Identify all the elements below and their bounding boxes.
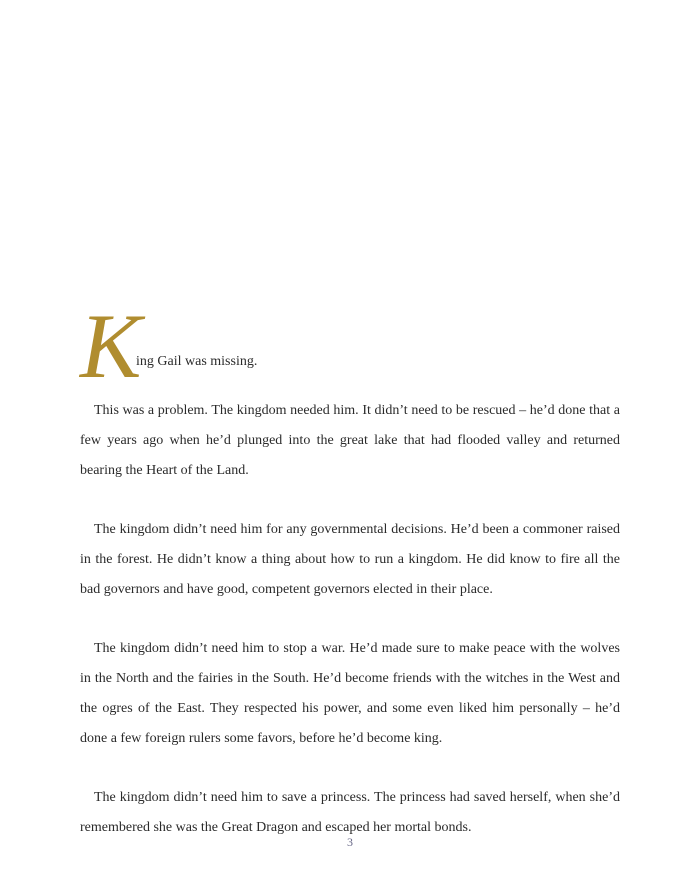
paragraph: The kingdom didn’t need him to save a princess. The princess had saved herself, when she’d remembered she was the Great Dragon and escaped her mortal bonds. <box>80 790 620 835</box>
paragraph: This was a problem. The kingdom needed him. It didn’t need to be rescued – he’d done that a few years ago when he’d plunged into the great lake that had flooded valley and returned bearing the Heart of the Land. <box>80 403 620 478</box>
drop-cap: K <box>80 295 138 397</box>
paragraph: The kingdom didn’t need him for any governmental decisions. He’d been a commoner raised in the forest. He didn’t know a thing about how to run a kingdom. He did know to fire all the bad governors and have good, competent governors elected in their place. <box>80 522 620 597</box>
body-text <box>80 396 620 872</box>
chapter-opening <box>80 295 640 397</box>
opening-sentence: ing Gail was missing. <box>136 354 258 369</box>
paragraph: The kingdom didn’t need him to stop a war. He’d made sure to make peace with the wolves in the North and the fairies in the South. He’d become friends with the witches in the West and the ogres of the East. They respected his power, and some even liked him personally – he’d done a few foreign rulers some favors, before he’d become king. <box>80 641 620 746</box>
page-number: 3 <box>347 835 353 849</box>
